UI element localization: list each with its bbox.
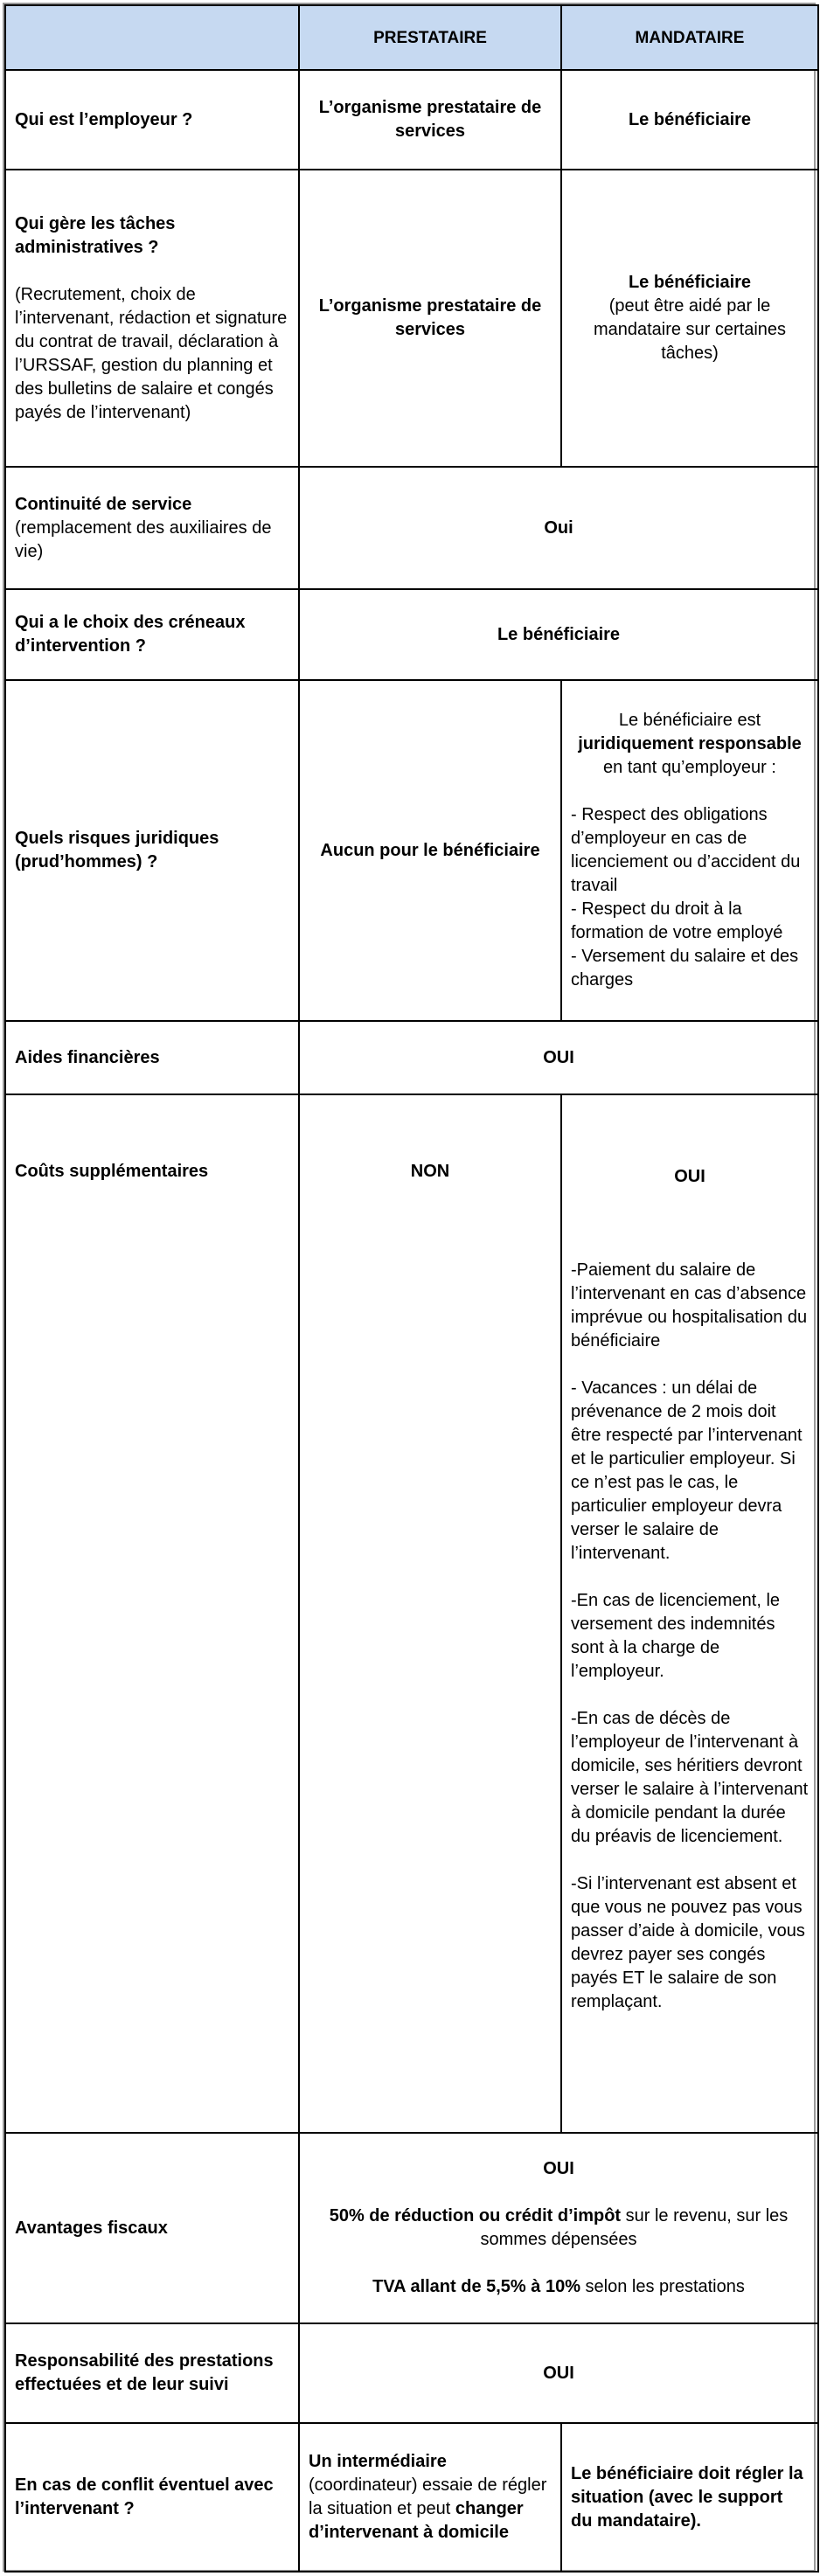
row-couts: [5, 1094, 818, 1259]
risques-item: - Respect des obligations d’employeur en cas de licenciement ou d’accident du travail: [571, 805, 801, 895]
answer-employeur-prestataire: L’organisme prestataire de services: [299, 70, 561, 170]
question-continuite: Continuité de service: [15, 494, 192, 514]
row-conflit: [5, 2423, 818, 2572]
header-mandataire: MANDATAIRE: [561, 5, 818, 70]
answer-fiscaux-cell: [299, 2133, 818, 2323]
row-creneaux: [5, 589, 818, 680]
answer-taches-mandataire-cell: [561, 170, 818, 467]
question-taches-cell: [5, 170, 299, 467]
question-risques: Quels risques juridiques (prud’hommes) ?: [5, 680, 299, 1021]
row-risques: [5, 680, 818, 1021]
answer-creneaux: Le bénéficiaire: [299, 589, 818, 680]
conflit-intermediaire: Un intermédiaire: [309, 2452, 447, 2471]
row-responsabilite: [5, 2323, 818, 2423]
header-prestataire: PRESTATAIRE: [299, 5, 561, 70]
couts-item: -En cas de décès de l’employeur de l’intervenant à domicile, ses héritiers devront verser le salaire à l’intervenant à domicile pendant la durée du préavis de licenciement.: [571, 1709, 809, 1846]
couts-item: -Paiement du salaire de l’intervenant en cas d’absence imprévue ou hospitalisation du bénéficiaire: [571, 1260, 808, 1350]
answer-responsabilite: OUI: [299, 2323, 818, 2423]
conflit-changer: changer d’intervenant à domicile: [309, 2499, 524, 2542]
row-employeur: [5, 70, 818, 170]
header-row: [5, 5, 818, 70]
comparison-table: [4, 4, 819, 2573]
answer-risques-bold: juridiquement responsable: [578, 734, 802, 753]
answer-taches-mandataire-note: (peut être aidé par le mandataire sur certaines tâches): [593, 296, 787, 363]
comparison-frame: [3, 3, 816, 2572]
question-employeur: Qui est l’employeur ?: [5, 70, 299, 170]
risques-item: - Respect du droit à la formation de votre employé: [571, 899, 783, 942]
answer-risques-prestataire: Aucun pour le bénéficiaire: [299, 680, 561, 1021]
row-continuite: [5, 467, 818, 589]
answer-couts-prestataire: NON: [299, 1094, 561, 2133]
question-continuite-cell: [5, 467, 299, 589]
risques-item: - Versement du salaire et des charges: [571, 947, 799, 989]
fiscaux-line-tva: [309, 2275, 809, 2299]
couts-details-cell: [561, 1259, 818, 2133]
couts-item: -Si l’intervenant est absent et que vous ne pouvez pas vous passer d’aide à domicile, vous devrez payer ses congés payés ET le salaire de son remplaçant.: [571, 1874, 805, 2011]
question-conflit: En cas de conflit éventuel avec l’intervenant ?: [5, 2423, 299, 2572]
conflit-coordinateur: (coordinateur) essaie de régler la situation et peut: [309, 2475, 547, 2518]
row-aides: [5, 1021, 818, 1094]
fiscaux-reduction-bold: 50% de réduction ou crédit d’impôt: [329, 2206, 622, 2225]
question-creneaux: Qui a le choix des créneaux d’intervention ?: [5, 589, 299, 680]
row-fiscaux: [5, 2133, 818, 2323]
answer-risques-post: en tant qu’employeur :: [603, 758, 776, 777]
question-responsabilite: Responsabilité des prestations effectuées et de leur suivi: [5, 2323, 299, 2423]
answer-conflit-prestataire: [299, 2423, 561, 2572]
answer-conflit-mandataire: Le bénéficiaire doit régler la situation (avec le support du mandataire).: [561, 2423, 818, 2572]
answer-risques-mandataire-intro: [571, 709, 809, 780]
fiscaux-tva-rest: selon les prestations: [580, 2277, 745, 2296]
question-taches-detail: (Recrutement, choix de l’intervenant, rédaction et signature du contrat de travail, déclaration à l’URSSAF, gestion du planning et des bulletins de salaire et congés payés de l’intervenant): [15, 284, 288, 422]
question-couts: Coûts supplémentaires: [5, 1094, 299, 2133]
fiscaux-line-reduction: [309, 2205, 809, 2252]
couts-item: -En cas de licenciement, le versement des indemnités sont à la charge de l’employeur.: [571, 1591, 781, 1681]
fiscaux-reduction-rest: sur le revenu, sur les sommes dépensées: [480, 2206, 789, 2249]
fiscaux-tva-bold: TVA allant de 5,5% à 10%: [372, 2277, 580, 2296]
answer-taches-mandataire: Le bénéficiaire: [628, 273, 752, 292]
couts-item: - Vacances : un délai de prévenance de 2 mois doit être respecté par l’intervenant et le particulier employeur. Si ce n’est pas le cas, le particulier employeur devra verser le salaire de l’intervenant.: [571, 1378, 803, 1563]
answer-aides: OUI: [299, 1021, 818, 1094]
answer-couts-mandataire: OUI: [561, 1094, 818, 1259]
question-aides: Aides financières: [5, 1021, 299, 1094]
question-continuite-detail: (remplacement des auxiliaires de vie): [15, 517, 272, 561]
row-taches: [5, 170, 818, 467]
answer-fiscaux: OUI: [543, 2159, 574, 2178]
answer-risques-mandataire-cell: [561, 680, 818, 1021]
header-empty-cell: [5, 5, 299, 70]
answer-continuite: Oui: [299, 467, 818, 589]
answer-risques-pre: Le bénéficiaire est: [618, 711, 761, 730]
question-fiscaux: Avantages fiscaux: [5, 2133, 299, 2323]
question-taches: Qui gère les tâches administratives ?: [15, 213, 176, 257]
answer-employeur-mandataire: Le bénéficiaire: [561, 70, 818, 170]
answer-taches-prestataire: L’organisme prestataire de services: [299, 170, 561, 467]
